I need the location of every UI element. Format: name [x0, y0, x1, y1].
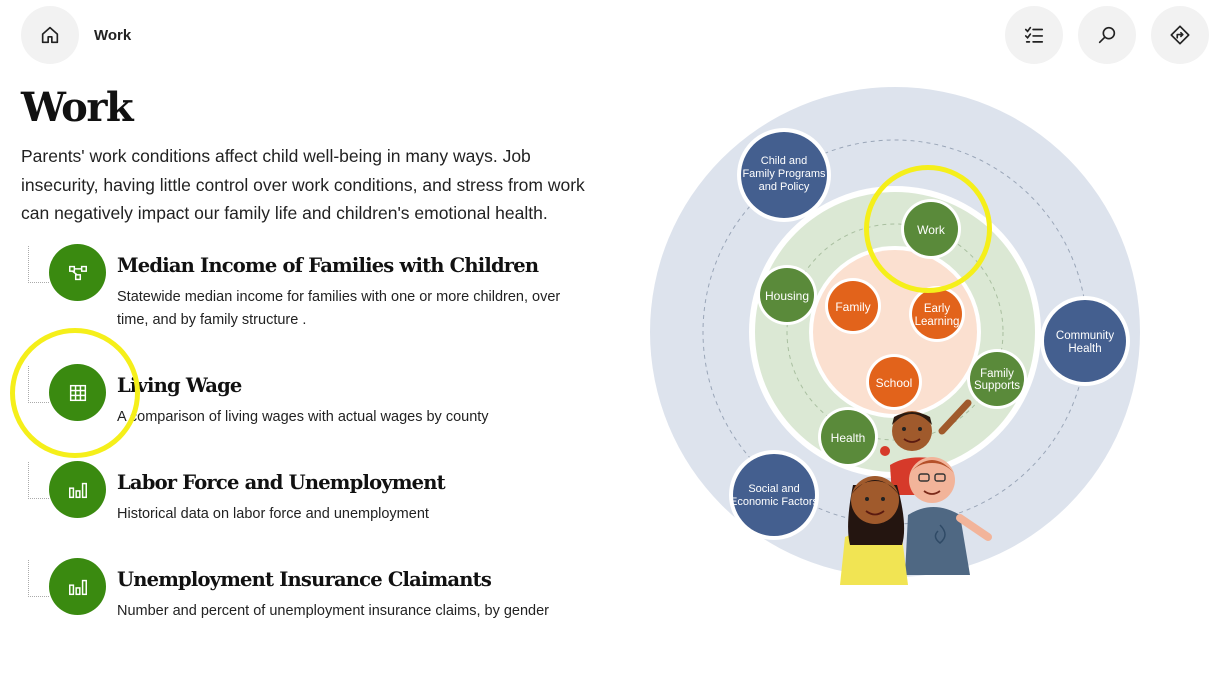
node-label: Work [917, 223, 945, 237]
child-wellbeing-diagram [640, 85, 1150, 595]
list-item-median-income[interactable] [49, 244, 609, 328]
node-label: Early [923, 303, 951, 315]
item-badge [49, 558, 106, 615]
search-button[interactable] [1078, 6, 1136, 64]
item-description: Historical data on labor force and unemployment [117, 506, 429, 522]
node-health[interactable] [818, 407, 878, 467]
search-icon [1096, 24, 1118, 46]
node-work[interactable] [901, 199, 961, 259]
page-title: Work [21, 84, 133, 131]
node-label: Learning [914, 316, 960, 328]
node-child-family-programs[interactable] [737, 128, 831, 222]
page-intro: Parents' work conditions affect child well-being in many ways. Job insecurity, having little control over work conditions, and stress from work can negatively impact our family life and children's emotional health. [21, 146, 585, 223]
node-label: Family Programs [742, 168, 826, 180]
item-description: A comparison of living wages with actual wages by county [117, 409, 489, 425]
tree-connector [28, 246, 49, 283]
node-label: Family [980, 368, 1014, 380]
node-label: Health [830, 431, 866, 445]
flow-diagram-icon [67, 262, 89, 284]
breadcrumb[interactable]: Work [94, 27, 132, 44]
checklist-button[interactable] [1005, 6, 1063, 64]
node-school[interactable] [866, 354, 922, 410]
bar-chart-icon [67, 576, 89, 598]
item-title[interactable]: Living Wage [117, 374, 242, 397]
node-label: Child and [760, 155, 808, 167]
list-item-labor-force[interactable] [49, 461, 609, 523]
item-badge [49, 244, 106, 301]
node-label: School [875, 376, 913, 390]
node-community-health[interactable] [1040, 296, 1130, 386]
tree-connector [28, 462, 49, 499]
node-early-learning[interactable] [909, 286, 965, 342]
node-label: Economic Factors [729, 496, 819, 508]
node-label: Housing [764, 289, 810, 303]
item-description: Number and percent of unemployment insurance claims, by gender [117, 603, 550, 619]
node-label: Social and [748, 483, 800, 495]
node-label: Health [1068, 343, 1102, 355]
table-grid-icon [67, 382, 89, 404]
item-title[interactable]: Labor Force and Unemployment [117, 471, 445, 494]
node-family-supports[interactable] [967, 349, 1027, 409]
tree-connector [28, 366, 49, 403]
list-item-living-wage[interactable] [49, 364, 609, 426]
item-title[interactable]: Median Income of Families with Children [117, 254, 539, 277]
item-badge [49, 364, 106, 421]
item-description: Statewide median income for families with one or more children, over time, and by family structure . [117, 289, 561, 328]
item-badge [49, 461, 106, 518]
tree-connector [28, 560, 49, 597]
checklist-icon [1023, 24, 1045, 46]
node-family[interactable] [825, 278, 881, 334]
node-housing[interactable] [757, 265, 817, 325]
node-label: Supports [973, 380, 1021, 392]
node-label: and Policy [758, 181, 810, 193]
directions-button[interactable] [1151, 6, 1209, 64]
node-social-economic-factors[interactable] [729, 450, 819, 540]
home-button[interactable] [21, 6, 79, 64]
list-item-unemployment-claimants[interactable] [49, 558, 609, 620]
node-label: Family [835, 300, 871, 314]
home-icon [39, 24, 61, 46]
node-label: Community [1055, 330, 1115, 342]
directions-icon [1169, 24, 1191, 46]
item-title[interactable]: Unemployment Insurance Claimants [117, 568, 492, 591]
bar-chart-icon [67, 479, 89, 501]
